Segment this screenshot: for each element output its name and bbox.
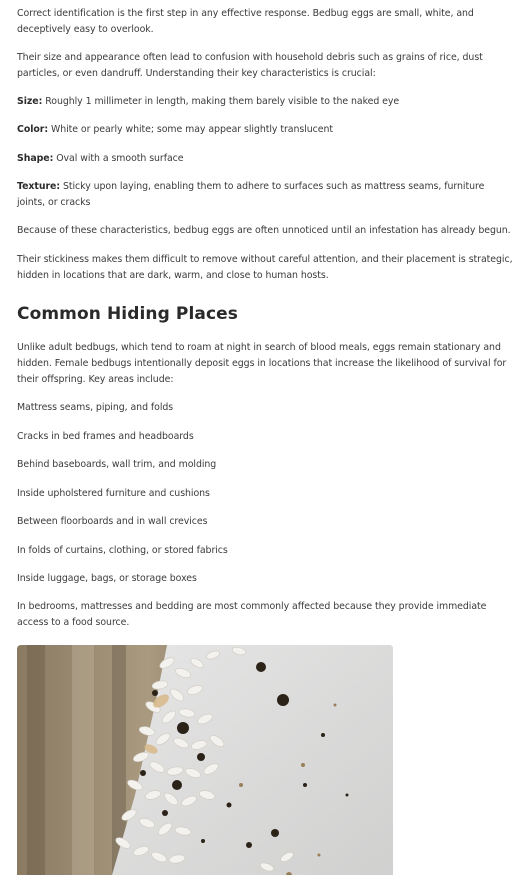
characteristic-text: Oval with a smooth surface [53, 153, 184, 164]
photo-illustration [17, 645, 393, 875]
characteristic-size [17, 94, 515, 110]
characteristic-shape [17, 151, 515, 167]
characteristic-label: Shape: [17, 153, 54, 164]
characteristic-label: Texture: [17, 181, 61, 192]
hiding-place-item: Behind baseboards, wall trim, and molding [17, 459, 217, 470]
section-heading: Common Hiding Places [17, 304, 239, 324]
hiding-place-item: Between floorboards and in wall crevices [17, 516, 208, 527]
hiding-place-item: Inside upholstered furniture and cushions [17, 488, 210, 499]
characteristic-label: Color: [17, 124, 49, 135]
bedroom-paragraph: In bedrooms, mattresses and bedding are most commonly affected because they provide immediate access to a food source. [17, 601, 487, 628]
characteristic-label: Size: [17, 96, 43, 107]
characteristic-text: White or pearly white; some may appear slightly translucent [48, 124, 333, 135]
bedbug-eggs-photo [17, 645, 393, 875]
characteristic-text: Roughly 1 millimeter in length, making them barely visible to the naked eye [42, 96, 400, 107]
intro-paragraph: Correct identification is the first step in any effective response. Bedbug eggs are small, white, and deceptively easy to overlook. [17, 8, 474, 35]
hiding-place-item: Inside luggage, bags, or storage boxes [17, 573, 197, 584]
hiding-place-item: Cracks in bed frames and headboards [17, 431, 194, 442]
appearance-paragraph: Their size and appearance often lead to confusion with household debris such as grains of rice, dust particles, or even dandruff. Understanding their key characteristics is crucial: [17, 52, 483, 79]
unnoticed-paragraph: Because of these characteristics, bedbug eggs are often unnoticed until an infestation has already begun. [17, 225, 511, 236]
hiding-place-item: Mattress seams, piping, and folds [17, 402, 174, 413]
hiding-intro-paragraph: Unlike adult bedbugs, which tend to roam at night in search of blood meals, eggs remain stationary and hidden. Female bedbugs intentionally deposit eggs in locations that increase the likelihood of survival for their offspring. Key areas include: [17, 342, 507, 385]
stickiness-paragraph: Their stickiness makes them difficult to remove without careful attention, and their placement is strategic, hidden in locations that are dark, warm, and close to human hosts. [17, 254, 513, 281]
characteristic-color [17, 122, 515, 138]
hiding-place-item: In folds of curtains, clothing, or stored fabrics [17, 545, 228, 556]
characteristic-texture [17, 179, 515, 211]
characteristic-text: Sticky upon laying, enabling them to adhere to surfaces such as mattress seams, furniture joints, or cracks [17, 181, 485, 208]
